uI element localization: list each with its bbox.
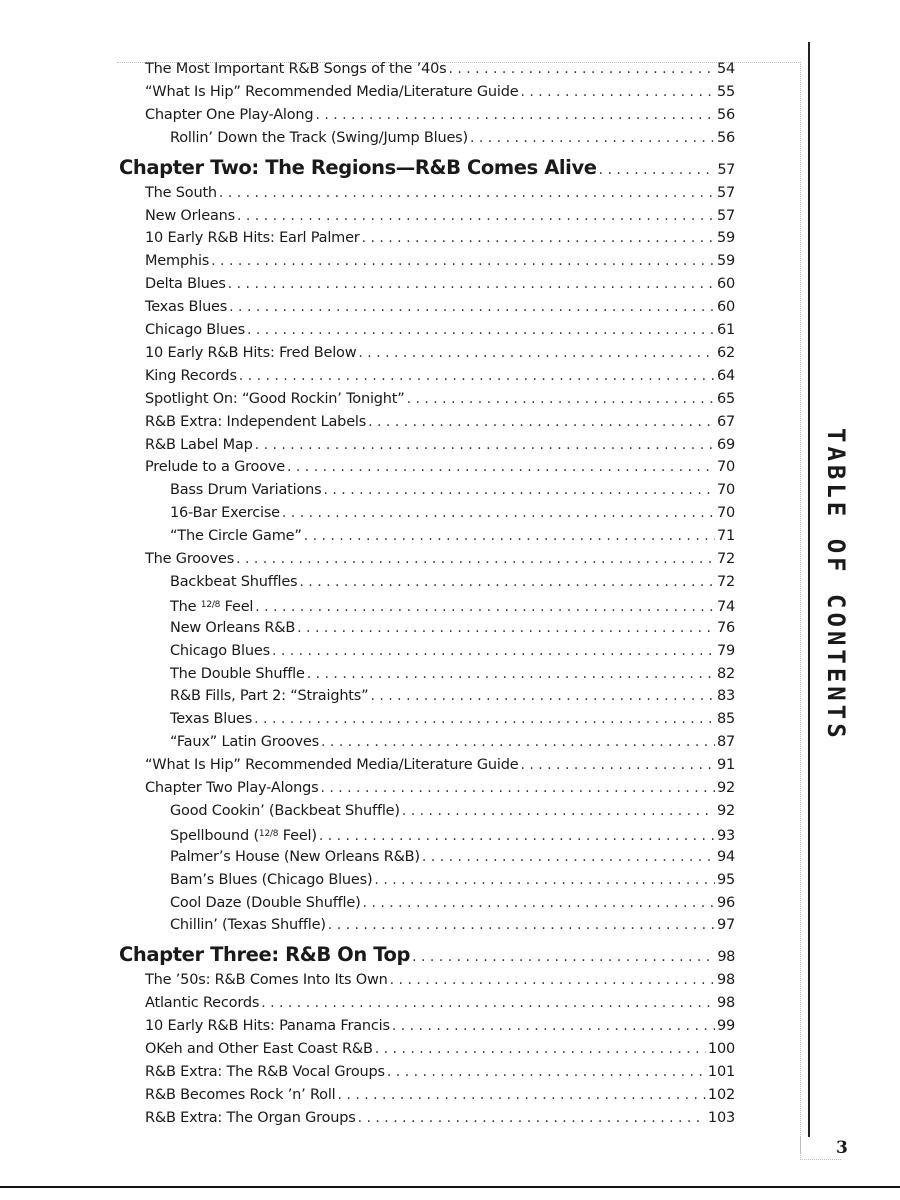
entry-title-text: 16-Bar Exercise <box>170 505 280 522</box>
toc-entry-title <box>145 1015 390 1037</box>
page-ref: 101 <box>707 1063 735 1080</box>
dot-leader <box>282 502 715 524</box>
page-ref: 95 <box>716 871 735 888</box>
page-ref: 98 <box>717 949 735 966</box>
page-ref: 74 <box>716 598 735 615</box>
toc-entry-title <box>170 846 420 868</box>
dot-leader <box>370 685 714 707</box>
toc-entry <box>145 969 735 991</box>
toc-entry-title <box>170 525 302 547</box>
dot-leader <box>362 227 715 249</box>
page-ref: 97 <box>716 917 735 934</box>
toc-entry <box>145 58 735 80</box>
page-ref: 87 <box>716 734 735 751</box>
toc-entry-title <box>145 1061 385 1083</box>
dot-leader <box>368 411 715 433</box>
toc-entry <box>170 892 735 914</box>
dot-leader <box>315 104 715 126</box>
entry-title-text: Cool Daze (Double Shuffle) <box>170 894 361 911</box>
dot-leader <box>402 800 715 822</box>
toc-entry <box>145 365 735 387</box>
toc-entry-title <box>145 81 518 103</box>
dot-leader <box>319 825 715 847</box>
toc-entry <box>145 104 735 126</box>
dot-leader <box>239 365 715 387</box>
chapter-heading <box>119 941 735 969</box>
page-ref: 98 <box>716 972 735 989</box>
entry-title-text: Chicago Blues <box>145 322 245 338</box>
toc-entry <box>170 800 735 822</box>
entry-title-text: 10 Early R&B Hits: Panama Francis <box>145 1018 390 1035</box>
entry-title-text-after: Feel) <box>282 827 317 844</box>
entry-title-text: Spellbound ( <box>170 827 259 844</box>
dot-leader <box>374 869 715 891</box>
toc-entry <box>170 594 735 616</box>
toc-entry-title <box>145 434 253 456</box>
toc-entry <box>145 548 735 570</box>
toc-entry-title <box>170 708 252 730</box>
entry-title-text: The Most Important R&B Songs of the ’40s <box>145 61 447 77</box>
entry-title-text: R&B Label Map <box>145 436 253 453</box>
dot-leader <box>228 273 715 295</box>
toc-entry-title <box>145 992 259 1014</box>
toc-entry-title <box>170 502 280 524</box>
toc-entry <box>145 456 735 478</box>
entry-title-text: New Orleans <box>145 207 235 224</box>
dot-leader <box>390 969 715 991</box>
page-ref: 56 <box>716 129 735 146</box>
dot-leader <box>520 754 715 776</box>
dot-leader <box>358 342 715 364</box>
entry-title-text: R&B Becomes Rock ’n’ Roll <box>145 1086 336 1103</box>
page-ref: 71 <box>716 528 735 545</box>
page-ref: 100 <box>707 1041 735 1057</box>
page-ref: 96 <box>716 894 735 911</box>
dot-leader <box>211 250 715 272</box>
dot-leader <box>407 388 715 410</box>
toc-entry-title <box>170 823 317 847</box>
toc-entry-title <box>145 1084 336 1106</box>
toc-entry <box>170 663 735 685</box>
dot-leader <box>321 731 715 753</box>
folio-box <box>800 1137 841 1160</box>
toc-entry <box>145 227 735 249</box>
toc-entry <box>170 127 735 149</box>
toc-entry <box>170 914 735 936</box>
toc-entry <box>145 81 735 103</box>
entry-title-text: Prelude to a Groove <box>145 459 285 476</box>
page-ref: 62 <box>716 344 735 361</box>
time-signature-fraction: 12/8 <box>200 599 221 610</box>
toc-entry <box>145 342 735 364</box>
page-ref: 94 <box>716 848 735 865</box>
toc-entry-title <box>145 969 388 991</box>
toc-entry <box>145 273 735 295</box>
dot-leader <box>254 708 715 730</box>
dot-leader <box>520 81 715 103</box>
entry-title-text: R&B Extra: The R&B Vocal Groups <box>145 1063 385 1080</box>
time-signature-fraction: 12/8 <box>258 828 279 839</box>
toc-entry-title <box>170 640 270 662</box>
chapter-title <box>119 941 410 969</box>
toc-entry-title <box>145 1038 373 1060</box>
page-ref: 65 <box>716 390 735 407</box>
dot-leader <box>229 296 715 318</box>
toc-entry <box>170 640 735 662</box>
page-ref: 92 <box>716 802 735 819</box>
dot-leader <box>307 663 715 685</box>
page-ref: 64 <box>716 367 735 384</box>
toc-entry <box>145 434 735 456</box>
page-ref: 60 <box>716 299 735 316</box>
entry-title-text: Chapter Two: The Regions—R&B Comes Alive <box>119 155 597 179</box>
toc-entry-title <box>145 1107 356 1129</box>
toc-entry <box>145 388 735 410</box>
toc-entry <box>145 754 735 776</box>
dot-leader <box>448 58 714 80</box>
toc-entry-title <box>145 182 217 204</box>
page-ref: 83 <box>716 688 735 705</box>
entry-title-text: Atlantic Records <box>145 995 260 1012</box>
dot-leader <box>299 571 715 593</box>
dot-leader <box>320 777 714 799</box>
toc-entry-title <box>145 104 313 126</box>
entry-title-text: “Faux” Latin Grooves <box>170 734 320 751</box>
dot-leader <box>358 1107 706 1129</box>
dot-leader <box>470 127 715 149</box>
chapter-title <box>119 154 597 182</box>
toc-entry <box>170 571 735 593</box>
toc-entry-title <box>145 365 237 387</box>
dot-leader <box>363 892 715 914</box>
toc-entry-title <box>170 731 319 753</box>
dot-leader <box>237 205 715 227</box>
page-ref: 55 <box>716 83 735 100</box>
entry-title-text: OKeh and Other East Coast R&B <box>145 1041 373 1057</box>
toc-entry-title <box>170 479 322 501</box>
page-ref: 72 <box>716 551 735 567</box>
toc-entry-title <box>170 594 253 618</box>
toc-entry <box>170 502 735 524</box>
entry-title-text: Chapter Two Play-Alongs <box>145 780 319 796</box>
page-number: 3 <box>836 1138 848 1158</box>
entry-title-text-after: Feel <box>224 598 254 615</box>
dot-leader <box>375 1038 706 1060</box>
toc-entry <box>145 250 735 272</box>
entry-title-text: Palmer’s House (New Orleans R&B) <box>170 848 420 865</box>
entry-title-text: Texas Blues <box>170 711 253 728</box>
dot-leader <box>387 1061 706 1083</box>
toc-entry-title <box>170 914 326 936</box>
page-ref: 57 <box>716 207 735 224</box>
toc-entry-title <box>145 548 234 570</box>
toc-entry <box>145 411 735 433</box>
dot-leader <box>255 434 715 456</box>
page-ref: 85 <box>716 711 735 728</box>
page-ref: 82 <box>716 665 735 682</box>
toc-entry <box>145 1061 735 1083</box>
page-ref: 57 <box>716 184 735 201</box>
dot-leader <box>304 525 715 547</box>
entry-title-text: R&B Extra: The Organ Groups <box>145 1109 356 1126</box>
entry-title-text: The Double Shuffle <box>170 665 305 682</box>
dot-leader <box>422 846 715 868</box>
dot-leader <box>392 1015 715 1037</box>
toc-entry <box>145 1015 735 1037</box>
toc-entry <box>145 319 735 341</box>
page-ref: 93 <box>716 827 735 844</box>
page-ref: 103 <box>707 1109 735 1126</box>
page-ref: 70 <box>716 482 735 499</box>
dot-leader <box>338 1084 706 1106</box>
dot-leader <box>324 479 715 501</box>
entry-title-text: “What Is Hip” Recommended Media/Literature Guide <box>145 757 519 774</box>
toc-entry <box>145 1107 735 1129</box>
toc-entry-title <box>145 456 285 478</box>
toc-entry-title <box>145 754 518 776</box>
toc-entry-title <box>170 869 372 891</box>
toc-entry <box>170 846 735 868</box>
toc-entry-title <box>170 892 361 914</box>
toc-entry-title <box>145 342 356 364</box>
dot-leader <box>272 640 715 662</box>
dot-leader <box>287 456 715 478</box>
page-ref: 70 <box>716 459 735 476</box>
toc-entry-title <box>145 411 366 433</box>
entry-title-text: Bam’s Blues (Chicago Blues) <box>170 871 373 888</box>
toc-entry-title <box>170 800 400 822</box>
page-ref: 57 <box>717 161 735 178</box>
toc-entry-title <box>170 617 295 639</box>
entry-title-text: 10 Early R&B Hits: Earl Palmer <box>145 230 360 247</box>
dot-leader <box>236 548 715 570</box>
toc-entry <box>170 685 735 707</box>
entry-title-text: The Grooves <box>145 551 235 567</box>
side-section-title: TABLE OF CONTENTS <box>822 428 850 742</box>
chapter-heading <box>119 154 735 182</box>
entry-title-text: “The Circle Game” <box>170 528 302 545</box>
toc-entry-title <box>170 663 305 685</box>
page-ref: 76 <box>716 619 735 636</box>
toc-entry-title <box>145 273 226 295</box>
side-divider-rule <box>808 42 810 1137</box>
page-ref: 99 <box>716 1018 735 1035</box>
bottom-rule <box>0 1186 900 1188</box>
entry-title-text: “What Is Hip” Recommended Media/Literature Guide <box>145 83 519 100</box>
page-ref: 92 <box>716 780 735 796</box>
toc-entry <box>170 869 735 891</box>
entry-title-text: Texas Blues <box>145 299 228 316</box>
entry-title-text: New Orleans R&B <box>170 619 296 636</box>
entry-title-text: Delta Blues <box>145 276 226 293</box>
toc-entry-title <box>145 777 318 799</box>
toc-entry <box>145 777 735 799</box>
toc-entry-title <box>170 685 368 707</box>
page-ref: 69 <box>716 436 735 453</box>
toc-entry <box>170 479 735 501</box>
entry-title-text: R&B Fills, Part 2: “Straights” <box>170 688 369 705</box>
toc-entry-title <box>145 205 235 227</box>
page-ref: 102 <box>707 1086 735 1103</box>
entry-title-text: Backbeat Shuffles <box>170 573 298 590</box>
entry-title-text: The ’50s: R&B Comes Into Its Own <box>145 972 388 989</box>
toc-entry <box>170 525 735 547</box>
page-ref: 98 <box>716 995 735 1012</box>
toc-entry-title <box>170 571 297 593</box>
entry-title-text: Chicago Blues <box>170 642 270 659</box>
toc-entry <box>170 617 735 639</box>
page-ref: 79 <box>716 642 735 659</box>
entry-title-text: Chillin’ (Texas Shuffle) <box>170 917 326 934</box>
toc-entry-title <box>145 227 360 249</box>
entry-title-text: The <box>170 598 197 615</box>
entry-title-text: 10 Early R&B Hits: Fred Below <box>145 344 357 361</box>
toc-entry <box>145 1038 735 1060</box>
entry-title-text: Bass Drum Variations <box>170 482 322 499</box>
toc-entry <box>145 992 735 1014</box>
page-ref: 59 <box>716 230 735 247</box>
entry-title-text: Chapter Three: R&B On Top <box>119 943 411 967</box>
toc-entry-title <box>145 296 227 318</box>
toc-entry <box>170 708 735 730</box>
page-ref: 67 <box>716 413 735 430</box>
page-ref: 70 <box>716 505 735 522</box>
toc-entry-title <box>145 388 405 410</box>
toc-entry-title <box>145 319 245 341</box>
page-ref: 56 <box>716 106 735 123</box>
dot-leader <box>297 617 715 639</box>
dot-leader <box>219 182 715 204</box>
dot-leader <box>255 596 715 618</box>
dot-leader <box>247 319 715 341</box>
toc-entry <box>170 731 735 753</box>
toc-entry <box>145 182 735 204</box>
toc-entry <box>145 296 735 318</box>
entry-title-text: Spotlight On: “Good Rockin’ Tonight” <box>145 390 405 407</box>
entry-title-text: King Records <box>145 367 237 384</box>
toc-entry <box>145 1084 735 1106</box>
toc-entry <box>170 823 735 845</box>
toc-entry-title <box>170 127 468 149</box>
page-ref: 60 <box>716 276 735 293</box>
page-ref: 72 <box>716 573 735 590</box>
entry-title-text: R&B Extra: Independent Labels <box>145 413 367 430</box>
entry-title-text: Memphis <box>145 253 210 270</box>
entry-title-text: The South <box>145 184 217 201</box>
page-ref: 91 <box>716 757 735 774</box>
page-ref: 54 <box>716 61 735 77</box>
dot-leader <box>261 992 715 1014</box>
toc-entry-title <box>145 58 446 80</box>
page-ref: 61 <box>716 322 735 338</box>
dot-leader <box>412 943 715 971</box>
page-ref: 59 <box>716 253 735 270</box>
dot-leader <box>599 156 716 184</box>
entry-title-text: Rollin’ Down the Track (Swing/Jump Blues) <box>170 129 468 146</box>
entry-title-text: Chapter One Play-Along <box>145 106 314 123</box>
entry-title-text: Good Cookin’ (Backbeat Shuffle) <box>170 802 400 819</box>
toc-entry <box>145 205 735 227</box>
dot-leader <box>328 914 715 936</box>
toc-entry-title <box>145 250 209 272</box>
